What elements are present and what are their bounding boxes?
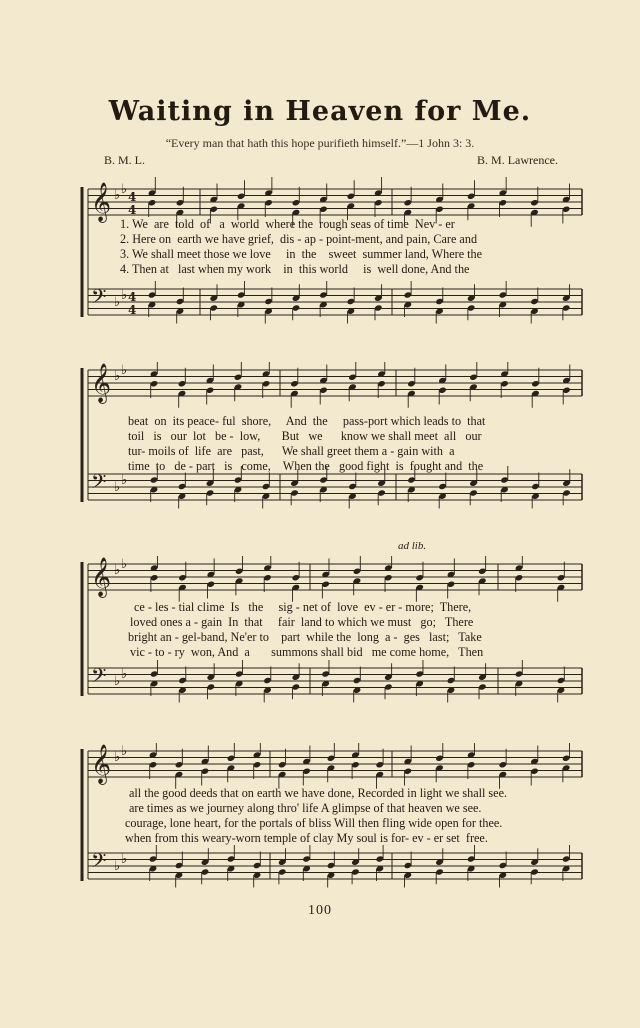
lyric-line: time to de - part is come, When the good fight is fought and the	[128, 459, 484, 473]
music-credit: B. M. Lawrence.	[477, 153, 558, 167]
bass-clef-icon: 𝄢	[91, 664, 107, 692]
flat-icon: ♭	[121, 557, 128, 572]
flat-icon: ♭	[121, 852, 128, 867]
lyric-line: 4. Then at last when my work in this world is well done, And the	[120, 262, 470, 276]
hymn-title: Waiting in Heaven for Me.	[108, 96, 532, 127]
bass-clef-icon: 𝄢	[91, 285, 107, 313]
lyric-line: are times as we journey along thro' life A glimpse of that heaven we see.	[129, 801, 482, 815]
time-signature-top: 4	[128, 290, 137, 304]
bass-clef-icon: 𝄢	[91, 470, 107, 498]
lyric-line: tur- moils of life are past, We shall greet them a - gain with a	[128, 444, 455, 458]
lyric-line: vic - to - ry won, And a summons shall bid me come home, Then	[130, 645, 484, 659]
flat-icon: ♭	[114, 188, 121, 203]
lyric-line: toil is our lot be - low, But we know we shall meet all our	[128, 429, 482, 443]
treble-clef-icon: 𝄞	[91, 744, 112, 784]
lyric-line: beat on its peace- ful shore, And the pass-port which leads to that	[128, 414, 486, 428]
lyric-line: 3. We shall meet those we love in the sweet summer land, Where the	[120, 247, 483, 261]
lyric-line: 2. Here on earth we have grief, dis - ap - point-ment, and pain, Care and	[120, 232, 478, 246]
time-signature-top: 4	[128, 190, 137, 204]
tempo-marking: ad lib.	[398, 540, 427, 552]
lyric-line: 1. We are told of a world where the rough seas of time Nev - er	[120, 217, 455, 231]
lyric-line: all the good deeds that on earth we have done, Recorded in light we shall see.	[129, 786, 508, 800]
flat-icon: ♭	[121, 363, 128, 378]
lyric-line: ce - les - tial clime Is the sig - net of love ev - er - more; There,	[134, 600, 472, 614]
flat-icon: ♭	[114, 369, 121, 384]
flat-icon: ♭	[121, 667, 128, 682]
flat-icon: ♭	[114, 563, 121, 578]
lyric-line: courage, lone heart, for the portals of bliss Will then fling wide open for thee.	[125, 816, 503, 830]
flat-icon: ♭	[121, 744, 128, 759]
treble-clef-icon: 𝄞	[91, 557, 112, 597]
treble-clef-icon: 𝄞	[91, 363, 112, 403]
time-signature-bottom: 4	[128, 203, 137, 217]
lyric-line: when from this weary-worn temple of clay My soul is for- ev - er set free.	[125, 831, 488, 845]
treble-clef-icon: 𝄞	[91, 182, 112, 222]
flat-icon: ♭	[114, 750, 121, 765]
words-credit: B. M. L.	[104, 153, 146, 167]
flat-icon: ♭	[121, 288, 128, 303]
flat-icon: ♭	[121, 182, 128, 197]
scripture-epigraph: “Every man that hath this hope purifieth himself.”—1 John 3: 3.	[165, 136, 475, 150]
bass-clef-icon: 𝄢	[91, 849, 107, 877]
lyric-line: loved ones a - gain In that fair land to which we must go; There	[130, 615, 474, 629]
page-number: 100	[308, 903, 332, 918]
lyric-line: bright an - gel-band, Ne'er to part while the long a - ges last; Take	[128, 630, 482, 644]
flat-icon: ♭	[121, 473, 128, 488]
flat-icon: ♭	[114, 859, 121, 874]
flat-icon: ♭	[114, 480, 121, 495]
flat-icon: ♭	[114, 295, 121, 310]
time-signature-bottom: 4	[128, 303, 137, 317]
flat-icon: ♭	[114, 674, 121, 689]
